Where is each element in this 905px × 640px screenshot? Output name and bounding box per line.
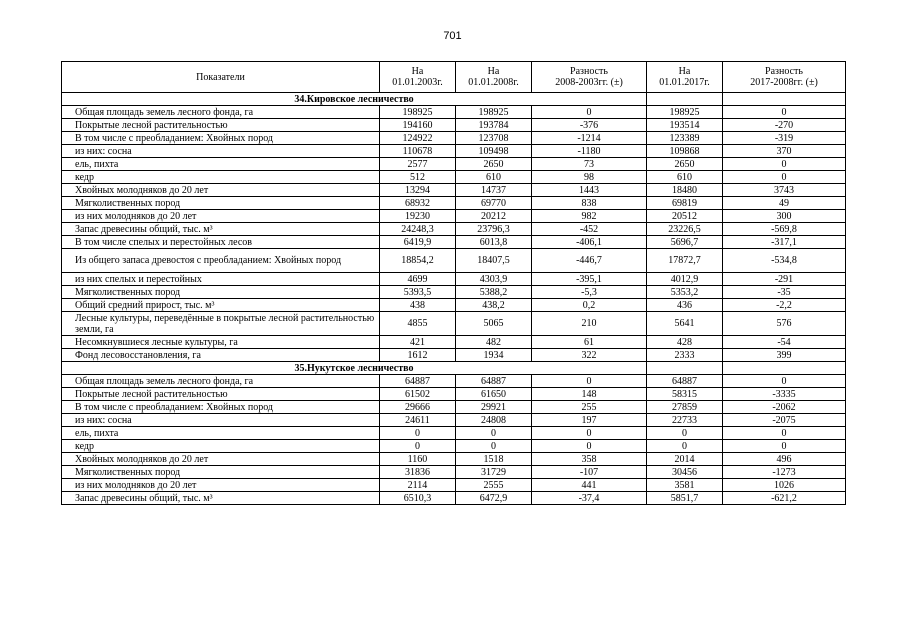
row-label: Покрытые лесной растительностью	[62, 119, 380, 132]
table-row	[62, 336, 846, 349]
row-value: 0	[532, 440, 647, 453]
row-label: Лесные культуры, переведённые в покрытые лесной растительностью земли, га	[62, 312, 380, 336]
row-value: 68932	[380, 197, 456, 210]
row-value: -37,4	[532, 492, 647, 505]
row-value: 5065	[456, 312, 532, 336]
row-value: 2114	[380, 479, 456, 492]
table-row	[62, 414, 846, 427]
row-label: Из общего запаса древостоя с преобладанием: Хвойных пород	[62, 249, 380, 273]
section-header-row	[62, 362, 846, 375]
row-value: 31729	[456, 466, 532, 479]
row-value: 982	[532, 210, 647, 223]
row-value: 6510,3	[380, 492, 456, 505]
row-value: 198925	[647, 106, 723, 119]
row-value: 399	[723, 349, 846, 362]
row-label: Несомкнувшиеся лесные культуры, га	[62, 336, 380, 349]
table-row	[62, 312, 846, 336]
table-row	[62, 401, 846, 414]
section-empty-cell	[723, 362, 846, 375]
row-label: Хвойных молодняков до 20 лет	[62, 453, 380, 466]
table-row	[62, 349, 846, 362]
table-row	[62, 132, 846, 145]
row-label: Фонд лесовосстановления, га	[62, 349, 380, 362]
row-value: 2555	[456, 479, 532, 492]
row-value: 838	[532, 197, 647, 210]
row-value: 610	[456, 171, 532, 184]
row-value: -270	[723, 119, 846, 132]
row-value: 17872,7	[647, 249, 723, 273]
row-value: 2333	[647, 349, 723, 362]
row-label: В том числе с преобладанием: Хвойных пород	[62, 132, 380, 145]
row-value: 512	[380, 171, 456, 184]
row-value: 109498	[456, 145, 532, 158]
row-label: из них молодняков до 20 лет	[62, 479, 380, 492]
row-value: 27859	[647, 401, 723, 414]
row-value: 24611	[380, 414, 456, 427]
row-value: 3743	[723, 184, 846, 197]
row-value: -452	[532, 223, 647, 236]
row-label: Мягколиственных пород	[62, 466, 380, 479]
table-row	[62, 236, 846, 249]
row-value: 194160	[380, 119, 456, 132]
row-label: Хвойных молодняков до 20 лет	[62, 184, 380, 197]
table-row	[62, 286, 846, 299]
row-value: -291	[723, 273, 846, 286]
row-value: 5393,5	[380, 286, 456, 299]
row-value: 61650	[456, 388, 532, 401]
forest-fund-table	[61, 61, 846, 505]
row-value: 421	[380, 336, 456, 349]
row-value: 20512	[647, 210, 723, 223]
row-value: 438,2	[456, 299, 532, 312]
row-value: 2650	[456, 158, 532, 171]
row-value: 255	[532, 401, 647, 414]
row-value: 2650	[647, 158, 723, 171]
row-value: 5641	[647, 312, 723, 336]
table-row	[62, 145, 846, 158]
row-value: 0	[723, 106, 846, 119]
row-value: 24248,3	[380, 223, 456, 236]
row-value: 0	[532, 106, 647, 119]
row-label: Запас древесины общий, тыс. м³	[62, 223, 380, 236]
row-value: 193784	[456, 119, 532, 132]
row-value: 19230	[380, 210, 456, 223]
row-value: 124922	[380, 132, 456, 145]
row-label: В том числе с преобладанием: Хвойных пород	[62, 401, 380, 414]
row-value: 69770	[456, 197, 532, 210]
row-label: Мягколиственных пород	[62, 286, 380, 299]
row-value: 5353,2	[647, 286, 723, 299]
row-value: 0	[647, 427, 723, 440]
row-value: 64887	[456, 375, 532, 388]
table-row	[62, 466, 846, 479]
row-value: 5851,7	[647, 492, 723, 505]
table-row	[62, 158, 846, 171]
row-value: 4303,9	[456, 273, 532, 286]
table-row	[62, 171, 846, 184]
table-row	[62, 388, 846, 401]
row-value: 23226,5	[647, 223, 723, 236]
row-value: 64887	[647, 375, 723, 388]
table-row	[62, 184, 846, 197]
section-title: 34.Кировское лесничество	[62, 93, 647, 106]
row-value: 61	[532, 336, 647, 349]
row-value: 0	[380, 427, 456, 440]
row-value: 18480	[647, 184, 723, 197]
row-value: 5696,7	[647, 236, 723, 249]
table-row	[62, 299, 846, 312]
header-2008: На 01.01.2008г.	[456, 62, 532, 93]
table-row	[62, 197, 846, 210]
table-row	[62, 119, 846, 132]
row-value: 29921	[456, 401, 532, 414]
row-value: 0	[532, 375, 647, 388]
row-value: 29666	[380, 401, 456, 414]
row-value: -54	[723, 336, 846, 349]
row-value: 24808	[456, 414, 532, 427]
row-label: из них: сосна	[62, 414, 380, 427]
row-value: 198925	[456, 106, 532, 119]
table-row	[62, 479, 846, 492]
row-value: -2062	[723, 401, 846, 414]
row-value: -1214	[532, 132, 647, 145]
row-label: Запас древесины общий, тыс. м³	[62, 492, 380, 505]
row-value: -35	[723, 286, 846, 299]
row-value: 22733	[647, 414, 723, 427]
row-value: -406,1	[532, 236, 647, 249]
row-value: -376	[532, 119, 647, 132]
row-value: 61502	[380, 388, 456, 401]
section-empty-cell	[723, 93, 846, 106]
row-value: 18854,2	[380, 249, 456, 273]
table-row	[62, 223, 846, 236]
row-label: Общая площадь земель лесного фонда, га	[62, 375, 380, 388]
row-value: 1934	[456, 349, 532, 362]
row-value: 0	[456, 427, 532, 440]
row-value: 0	[723, 375, 846, 388]
header-diff-2008-2003: Разность 2008-2003гг. (±)	[532, 62, 647, 93]
row-value: 496	[723, 453, 846, 466]
table-body	[62, 93, 846, 505]
row-value: -395,1	[532, 273, 647, 286]
row-value: 197	[532, 414, 647, 427]
row-value: 0	[723, 171, 846, 184]
row-value: 0	[723, 158, 846, 171]
row-value: 23796,3	[456, 223, 532, 236]
row-value: 64887	[380, 375, 456, 388]
row-value: 2577	[380, 158, 456, 171]
row-value: 148	[532, 388, 647, 401]
row-value: 13294	[380, 184, 456, 197]
row-value: 370	[723, 145, 846, 158]
row-value: 1443	[532, 184, 647, 197]
row-value: 49	[723, 197, 846, 210]
header-2003: На 01.01.2003г.	[380, 62, 456, 93]
row-value: -2,2	[723, 299, 846, 312]
header-diff-2017-2008: Разность 2017-2008гг. (±)	[723, 62, 846, 93]
row-value: -446,7	[532, 249, 647, 273]
row-value: 0,2	[532, 299, 647, 312]
row-value: 20212	[456, 210, 532, 223]
row-label: Общий средний прирост, тыс. м³	[62, 299, 380, 312]
row-value: 6419,9	[380, 236, 456, 249]
row-value: -107	[532, 466, 647, 479]
row-value: -1273	[723, 466, 846, 479]
row-value: 3581	[647, 479, 723, 492]
table-row	[62, 427, 846, 440]
row-value: 358	[532, 453, 647, 466]
row-value: 300	[723, 210, 846, 223]
row-value: 6472,9	[456, 492, 532, 505]
row-value: 198925	[380, 106, 456, 119]
table-row	[62, 273, 846, 286]
table-row	[62, 210, 846, 223]
row-value: 98	[532, 171, 647, 184]
header-indicators: Показатели	[62, 62, 380, 93]
row-value: -569,8	[723, 223, 846, 236]
row-value: -1180	[532, 145, 647, 158]
row-value: 428	[647, 336, 723, 349]
row-value: 69819	[647, 197, 723, 210]
row-value: 4855	[380, 312, 456, 336]
row-value: -3335	[723, 388, 846, 401]
row-label: из них молодняков до 20 лет	[62, 210, 380, 223]
row-value: 6013,8	[456, 236, 532, 249]
row-value: 123389	[647, 132, 723, 145]
table-row	[62, 453, 846, 466]
table-row	[62, 106, 846, 119]
row-value: 0	[380, 440, 456, 453]
row-value: 4699	[380, 273, 456, 286]
header-2017: На 01.01.2017г.	[647, 62, 723, 93]
row-value: 1612	[380, 349, 456, 362]
row-value: 2014	[647, 453, 723, 466]
row-value: 576	[723, 312, 846, 336]
row-value: 5388,2	[456, 286, 532, 299]
row-value: 123708	[456, 132, 532, 145]
row-value: 210	[532, 312, 647, 336]
row-value: 110678	[380, 145, 456, 158]
row-value: 14737	[456, 184, 532, 197]
row-value: 30456	[647, 466, 723, 479]
section-title: 35.Нукутское лесничество	[62, 362, 647, 375]
row-value: 0	[723, 427, 846, 440]
row-value: 482	[456, 336, 532, 349]
row-label: Общая площадь земель лесного фонда, га	[62, 106, 380, 119]
row-label: В том числе спелых и перестойных лесов	[62, 236, 380, 249]
row-label: кедр	[62, 440, 380, 453]
row-value: 436	[647, 299, 723, 312]
row-value: -317,1	[723, 236, 846, 249]
row-value: 441	[532, 479, 647, 492]
table-row	[62, 440, 846, 453]
row-label: Покрытые лесной растительностью	[62, 388, 380, 401]
table-header-row	[62, 62, 846, 93]
row-label: кедр	[62, 171, 380, 184]
section-header-row	[62, 93, 846, 106]
row-label: ель, пихта	[62, 427, 380, 440]
row-value: 0	[647, 440, 723, 453]
page-number: 701	[443, 30, 462, 42]
row-value: -5,3	[532, 286, 647, 299]
row-value: 193514	[647, 119, 723, 132]
row-label: из них: сосна	[62, 145, 380, 158]
row-value: 1160	[380, 453, 456, 466]
table-row	[62, 249, 846, 273]
row-value: 1026	[723, 479, 846, 492]
section-empty-cell	[647, 362, 723, 375]
row-label: Мягколиственных пород	[62, 197, 380, 210]
table-row	[62, 375, 846, 388]
row-value: 0	[723, 440, 846, 453]
row-label: ель, пихта	[62, 158, 380, 171]
row-value: -319	[723, 132, 846, 145]
row-value: 610	[647, 171, 723, 184]
row-value: 4012,9	[647, 273, 723, 286]
row-value: 109868	[647, 145, 723, 158]
row-value: 0	[456, 440, 532, 453]
table-row	[62, 492, 846, 505]
row-value: 1518	[456, 453, 532, 466]
row-value: -2075	[723, 414, 846, 427]
row-value: 31836	[380, 466, 456, 479]
row-label: из них спелых и перестойных	[62, 273, 380, 286]
row-value: 58315	[647, 388, 723, 401]
row-value: 0	[532, 427, 647, 440]
section-empty-cell	[647, 93, 723, 106]
row-value: 73	[532, 158, 647, 171]
row-value: 438	[380, 299, 456, 312]
row-value: -534,8	[723, 249, 846, 273]
row-value: 322	[532, 349, 647, 362]
row-value: 18407,5	[456, 249, 532, 273]
row-value: -621,2	[723, 492, 846, 505]
